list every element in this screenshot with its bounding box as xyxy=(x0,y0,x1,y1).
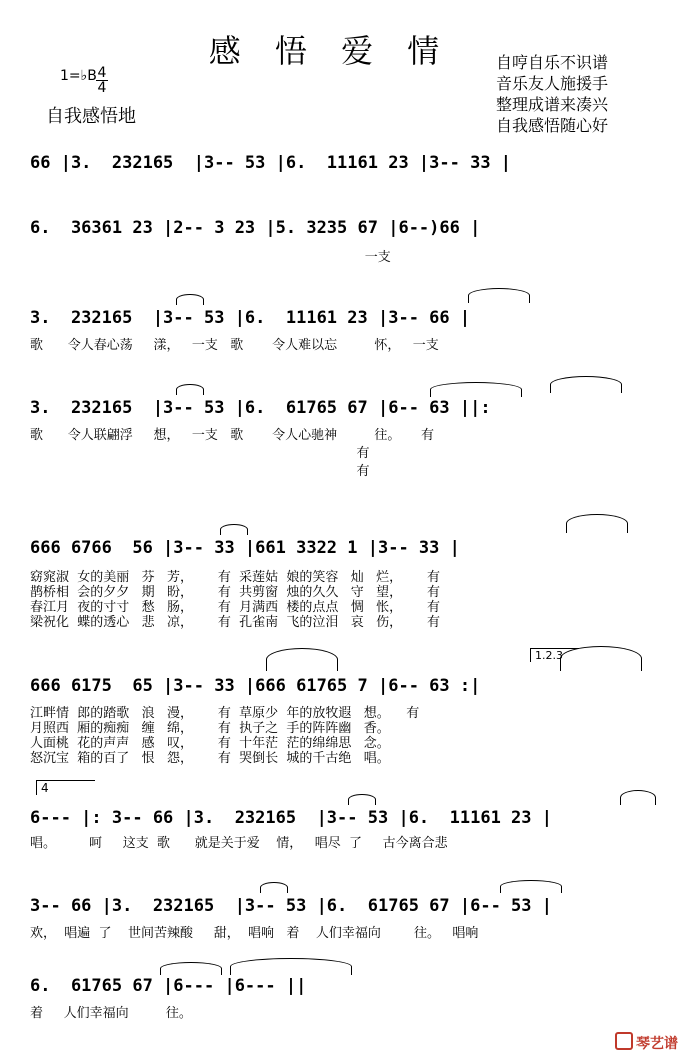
lyric-line: 一支 xyxy=(30,250,391,265)
notes-line: 6--- |: 3-- 66 |3. 232165 |3-- 53 |6. 11161 23 | xyxy=(30,808,552,828)
key-signature: 1=♭B xyxy=(60,68,97,84)
logo-icon xyxy=(615,1032,633,1050)
notes-line: 666 6766 56 |3-- 33 |661 3322 1 |3-- 33 | xyxy=(30,538,460,558)
notes-line: 3-- 66 |3. 232165 |3-- 53 |6. 61765 67 |6-- 53 | xyxy=(30,896,552,916)
lyric-line: 梁祝化 蝶的透心 悲 凉， 有 孔雀南 飞的泣泪 哀 伤， 有 xyxy=(30,615,440,630)
credit-line: 整理成谱来凑兴 xyxy=(496,95,609,114)
lyric-line: 着 人们幸福向 往。 xyxy=(30,1006,192,1021)
logo-text: 琴艺谱 xyxy=(636,1036,678,1052)
notes-line: 6. 36361 23 |2-- 3 23 |5. 3235 67 |6--)66 | xyxy=(30,218,481,238)
lyric-line: 欢， 唱遍 了 世间苦辣酸 甜， 唱响 着 人们幸福向 往。 唱响 xyxy=(30,926,479,941)
volta-bracket: 1.2.3 xyxy=(530,648,579,662)
notes-line: 66 |3. 232165 |3-- 53 |6. 11161 23 |3-- 33 | xyxy=(30,153,512,173)
time-signature xyxy=(96,66,108,95)
lyric-line: 月照西 厢的痴痴 缠 绵， 有 执子之 手的阵阵幽 香。 xyxy=(30,721,390,736)
credit-line: 音乐友人施援手 xyxy=(496,74,609,93)
lyric-line: 怒沉宝 箱的百了 恨 怨， 有 哭倒长 城的千古绝 唱。 xyxy=(30,751,390,766)
notes-line: 3. 232165 |3-- 53 |6. 61765 67 |6-- 63 ||: xyxy=(30,398,491,418)
notes-line: 3. 232165 |3-- 53 |6. 11161 23 |3-- 66 | xyxy=(30,308,471,328)
site-logo xyxy=(615,1032,678,1053)
meter-top: 4 xyxy=(97,65,107,81)
lyric-line: 有 xyxy=(30,446,370,461)
notes-line: 666 6175 65 |3-- 33 |666 61765 7 |6-- 63 :| xyxy=(30,676,481,696)
meter-bottom: 4 xyxy=(97,80,107,96)
lyric-line: 鹊桥相 会的夕夕 期 盼， 有 共剪窗 烛的久久 守 望， 有 xyxy=(30,585,440,600)
lyric-line: 有 xyxy=(30,464,370,479)
notes-line: 6. 61765 67 |6--- |6--- || xyxy=(30,976,307,996)
volta-bracket: 4 xyxy=(36,780,95,795)
song-title: 感 悟 爱 情 xyxy=(208,32,452,70)
lyric-line: 唱。 呵 这支 歌 就是关于爱 情， 唱尽 了 古今离合悲 xyxy=(30,836,448,851)
credit-line: 自我感悟随心好 xyxy=(496,116,609,135)
lyric-line: 歌 令人春心荡 漾， 一支 歌 令人难以忘 怀， 一支 xyxy=(30,338,439,353)
credits xyxy=(496,52,608,136)
expression-marking: 自我感悟地 xyxy=(46,106,136,127)
lyric-line: 歌 令人联翩浮 想， 一支 歌 令人心驰神 往。 有 xyxy=(30,428,435,443)
credit-line: 自哼自乐不识谱 xyxy=(496,53,609,72)
lyric-line: 人面桃 花的声声 感 叹， 有 十年茫 茫的绵绵思 念。 xyxy=(30,736,390,751)
lyric-line: 窈窕淑 女的美丽 芬 芳， 有 采莲姑 娘的笑容 灿 烂， 有 xyxy=(30,570,440,585)
lyric-line: 江畔情 郎的踏歌 浪 漫， 有 草原少 年的放牧遐 想。 有 xyxy=(30,706,420,721)
lyric-line: 春江月 夜的寸寸 愁 肠， 有 月满西 楼的点点 惆 怅， 有 xyxy=(30,600,440,615)
